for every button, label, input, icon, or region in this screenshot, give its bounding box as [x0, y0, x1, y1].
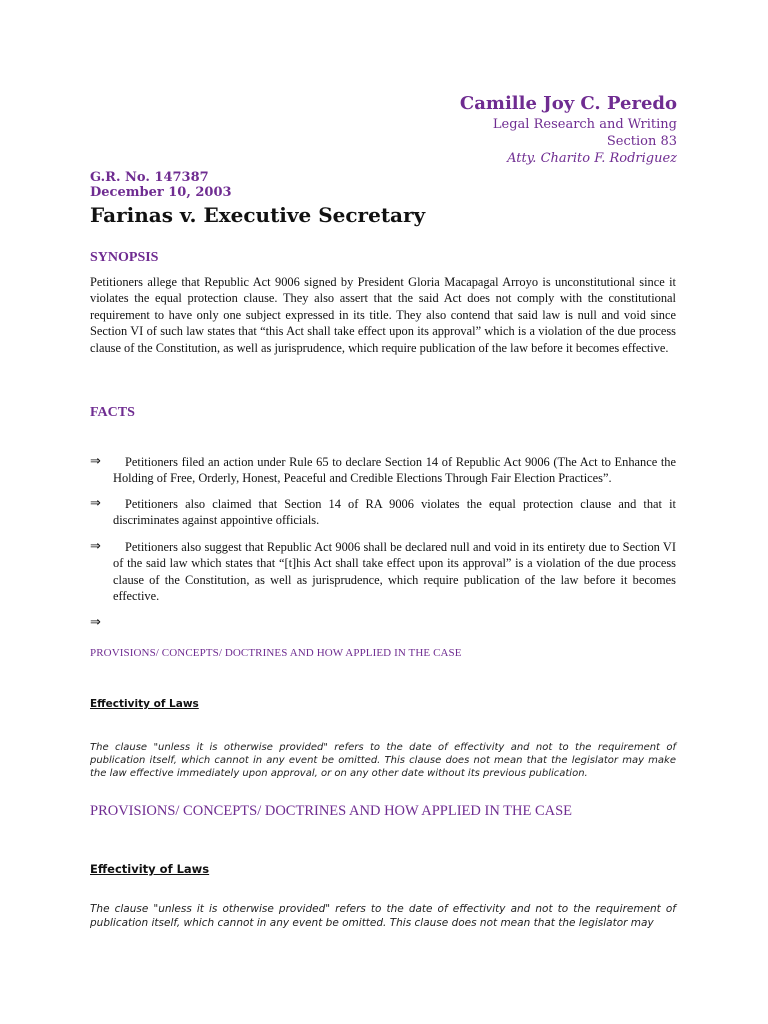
fact-text: Petitioners also claimed that Section 14 of RA 9006 violates the equal protection clause and that it discriminates against appointive officials. [113, 497, 676, 528]
effectivity-subheading: Effectivity of Laws [90, 862, 210, 876]
provisions-heading: PROVISIONS/ CONCEPTS/ DOCTRINES AND HOW APPLIED IN THE CASE [90, 647, 462, 659]
provisions-heading: PROVISIONS/ CONCEPTS/ DOCTRINES AND HOW APPLIED IN THE CASE [90, 803, 573, 819]
synopsis-text: Petitioners allege that Republic Act 9006 signed by President Gloria Macapagal Arroyo is unconstitutional since it violates the equal protection clause. They also assert that the said Act does not comply with the constitutional requirement to have only one subject expressed in its title. They also contend that said law is null and void since Section VI of such law states that “this Act shall take effect upon its approval” which is a violation of the due process clause of the Constitution, as well as jurisprudence, which require publication of the law before it becomes effective. [90, 275, 676, 355]
facts-heading: FACTS [90, 405, 135, 420]
fact-item [90, 496, 676, 529]
effectivity-subheading: Effectivity of Laws [90, 698, 199, 710]
fact-text: Petitioners filed an action under Rule 65 to declare Section 14 of Republic Act 9006 (The Act to Enhance the Holding of Free, Orderly, Honest, Peaceful and Credible Elections Through Fair Election Practices”. [113, 455, 676, 486]
synopsis-heading: SYNOPSIS [90, 250, 159, 265]
arrow-bullet-icon: ⇒ [90, 454, 101, 469]
effectivity-quote: The clause "unless it is otherwise provided" refers to the date of effectivity and not to the requirement of publication itself, which cannot in any event be omitted. This clause does not mean that the legislator may [90, 903, 676, 929]
fact-text: Petitioners also suggest that Republic Act 9006 shall be declared null and void in its entirety due to Section VI of the said law which states that “[t]his Act shall take effect upon its approval” is a violation of the due process clause of the Constitution, as well as jurisprudence, which require publication of the law before it becomes effective. [113, 540, 676, 604]
decision-date: December 10, 2003 [90, 185, 232, 200]
professor-name: Atty. Charito F. Rodriguez [507, 151, 677, 166]
author-name: Camille Joy C. Peredo [459, 93, 677, 114]
arrow-bullet-icon: ⇒ [90, 496, 101, 511]
gr-number: G.R. No. 147387 [90, 170, 209, 185]
case-title: Farinas v. Executive Secretary [90, 203, 426, 227]
fact-item [90, 539, 676, 605]
section-number: Section 83 [606, 134, 677, 149]
arrow-bullet-icon: ⇒ [90, 539, 101, 554]
course-name: Legal Research and Writing [492, 117, 677, 132]
author-header [460, 92, 677, 167]
case-meta [90, 170, 425, 227]
effectivity-quote: The clause "unless it is otherwise provided" refers to the date of effectivity and not to the requirement of publication itself, which cannot in any event be omitted. This clause does not mean that the legislator may make the law effective immediately upon approval, or on any other date without its previous publication. [90, 742, 676, 779]
arrow-bullet-icon: ⇒ [90, 615, 101, 630]
fact-item [90, 454, 676, 487]
